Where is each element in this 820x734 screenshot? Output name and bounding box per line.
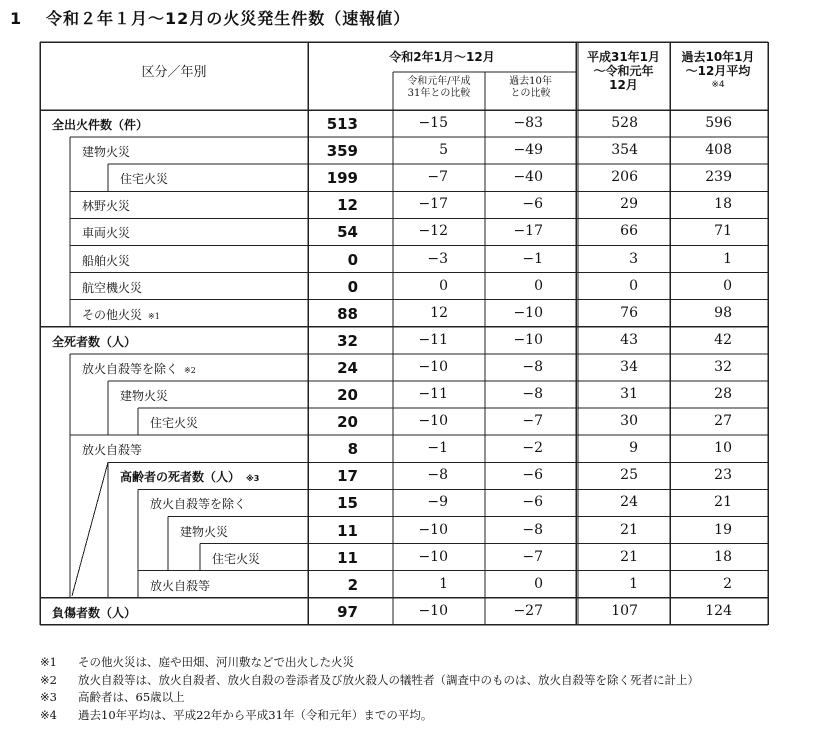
value-prev-period: 1 <box>629 575 638 592</box>
value-prev-period: 21 <box>620 548 638 565</box>
row-label <box>52 333 136 350</box>
value-prev-period: 9 <box>629 440 638 457</box>
row-label <box>52 604 136 621</box>
value-current: 20 <box>337 386 358 404</box>
value-current: 11 <box>337 521 358 540</box>
footnote-text: 過去10年平均は、平成22年から平成31年（令和元年）までの平均。 <box>78 707 433 722</box>
value-10yr-average: 239 <box>705 169 732 186</box>
value-compare-10yr: −8 <box>522 521 543 538</box>
value-compare-prev: −17 <box>418 196 448 213</box>
value-compare-prev: −1 <box>427 440 448 457</box>
value-compare-10yr: −7 <box>522 548 543 565</box>
value-compare-prev: −7 <box>427 169 448 186</box>
value-compare-10yr: −17 <box>513 223 543 240</box>
row-label <box>150 414 198 431</box>
value-current: 15 <box>337 494 358 513</box>
value-compare-10yr: −8 <box>522 386 543 402</box>
value-prev-period: 76 <box>620 304 638 321</box>
header-compare-prev-line2: 31年との比較 <box>407 88 471 99</box>
value-compare-10yr: −6 <box>522 494 543 511</box>
value-10yr-average: 124 <box>705 602 732 619</box>
value-10yr-average: 23 <box>714 467 732 484</box>
title-number: 1 <box>10 9 23 28</box>
value-10yr-average: 71 <box>714 223 732 240</box>
header-current-period: 令和2年1月～12月 <box>389 50 495 64</box>
header-compare-10yr-line1: 過去10年 <box>509 76 552 87</box>
row-label <box>82 143 130 160</box>
row-label <box>82 252 130 269</box>
value-prev-period: 30 <box>620 413 638 430</box>
row-label-text: 建物火災 <box>120 389 169 403</box>
footnote <box>40 707 699 725</box>
value-compare-prev: −11 <box>418 331 448 348</box>
value-current: 97 <box>337 602 358 621</box>
value-compare-prev: −11 <box>418 386 448 402</box>
value-compare-10yr: −83 <box>513 115 543 131</box>
value-compare-10yr: −49 <box>513 142 543 159</box>
row-note-ref: ※2 <box>184 365 196 375</box>
value-10yr-average: 19 <box>714 521 732 538</box>
value-compare-10yr: 0 <box>534 575 543 592</box>
value-compare-prev: −15 <box>418 115 448 131</box>
value-compare-10yr: −6 <box>522 467 543 484</box>
value-compare-10yr: −10 <box>513 304 543 321</box>
footnote-text: 高齢者は、65歳以上 <box>78 690 185 704</box>
value-10yr-average: 2 <box>723 575 732 592</box>
value-compare-prev: −12 <box>418 223 448 240</box>
row-label <box>82 441 142 458</box>
value-current: 24 <box>337 358 358 377</box>
footnote-text: 放火自殺等は、放火自殺者、放火自殺の巻添者及び放火殺人の犠牲者（調査中のものは、放火自殺等を除く死者に計上） <box>78 672 699 687</box>
row-label <box>212 550 260 567</box>
row-label <box>120 170 168 187</box>
row-label-text: 住宅火災 <box>150 416 199 431</box>
value-current: 513 <box>326 115 358 133</box>
row-note-ref: ※3 <box>246 474 260 484</box>
value-prev-period: 43 <box>620 331 638 348</box>
header-10yr-average-note: ※4 <box>711 80 725 90</box>
value-compare-prev: −10 <box>418 413 448 430</box>
row-label <box>82 279 142 296</box>
value-current: 8 <box>347 440 358 459</box>
value-prev-period: 24 <box>620 494 638 511</box>
header-prev-period-line2: ～令和元年 <box>593 64 654 78</box>
row-label-text: 船舶火災 <box>82 253 131 268</box>
row-label-text: 全出火件数（件） <box>52 118 149 132</box>
value-compare-10yr: −8 <box>522 358 543 375</box>
row-label <box>120 387 168 404</box>
header-category: 区分／年別 <box>141 65 207 80</box>
footnote <box>40 654 699 672</box>
value-prev-period: 206 <box>611 169 638 186</box>
header-prev-period <box>579 50 668 92</box>
header-compare-10yr <box>485 76 576 100</box>
value-10yr-average: 42 <box>714 331 732 348</box>
value-current: 54 <box>337 223 358 242</box>
value-prev-period: 21 <box>620 521 638 538</box>
header-prev-period-line3: 12月 <box>609 78 638 92</box>
row-label-text: 車両火災 <box>82 226 131 241</box>
value-compare-prev: −10 <box>418 602 448 619</box>
value-current: 11 <box>337 548 358 567</box>
value-current: 17 <box>337 467 358 486</box>
value-10yr-average: 28 <box>714 386 732 402</box>
value-compare-prev: −9 <box>427 494 448 511</box>
footnote <box>40 672 699 690</box>
value-prev-period: 66 <box>620 223 638 240</box>
value-prev-period: 29 <box>620 196 638 213</box>
value-prev-period: 528 <box>611 115 638 131</box>
row-label-text: 建物火災 <box>82 145 131 160</box>
row-label-text: 航空機火災 <box>82 280 143 295</box>
value-current: 20 <box>337 413 358 432</box>
value-current: 32 <box>337 331 358 350</box>
footnote-mark: ※1 <box>40 655 57 669</box>
value-10yr-average: 18 <box>714 196 732 213</box>
row-label-text: その他火災 <box>82 307 143 322</box>
row-label-text: 放火自殺等 <box>82 443 143 458</box>
value-prev-period: 25 <box>620 467 638 484</box>
value-10yr-average: 27 <box>714 413 732 430</box>
row-label <box>120 468 259 485</box>
row-label <box>180 523 228 540</box>
row-label <box>150 577 210 594</box>
row-label-text: 住宅火災 <box>120 172 169 187</box>
value-10yr-average: 596 <box>705 115 732 131</box>
value-compare-prev: 0 <box>439 277 448 294</box>
title-text: 令和２年１月～12月の火災発生件数（速報値） <box>46 9 411 28</box>
row-label-text: 全死者数（人） <box>52 334 137 349</box>
footnote-mark: ※2 <box>40 672 57 687</box>
footnote-text: その他火災は、庭や田畑、河川敷などで出火した火災 <box>78 655 354 669</box>
value-10yr-average: 21 <box>714 494 732 511</box>
value-compare-10yr: −7 <box>522 413 543 430</box>
value-10yr-average: 0 <box>723 277 732 294</box>
value-compare-prev: −10 <box>418 358 448 375</box>
value-current: 2 <box>347 575 358 594</box>
value-10yr-average: 98 <box>714 304 732 321</box>
value-compare-10yr: −1 <box>522 250 543 267</box>
header-compare-10yr-line2: との比較 <box>510 88 551 99</box>
header-10yr-average-line1: 過去10年1月 <box>681 50 755 64</box>
value-compare-10yr: −10 <box>513 331 543 348</box>
value-prev-period: 31 <box>620 386 638 402</box>
value-prev-period: 3 <box>629 250 638 267</box>
footnote-mark: ※3 <box>40 690 57 704</box>
row-label <box>82 224 130 241</box>
value-prev-period: 354 <box>611 142 638 159</box>
footnotes <box>40 654 699 724</box>
row-label-text: 建物火災 <box>180 524 229 539</box>
row-label <box>82 306 160 323</box>
row-label <box>150 495 246 512</box>
value-compare-prev: −8 <box>427 467 448 484</box>
value-compare-prev: −10 <box>418 521 448 538</box>
value-prev-period: 0 <box>629 277 638 294</box>
value-compare-prev: 12 <box>430 304 448 321</box>
value-compare-prev: 5 <box>439 142 448 159</box>
header-compare-prev-line1: 令和元年/平成 <box>407 76 471 87</box>
value-current: 12 <box>337 196 358 215</box>
row-label <box>82 360 196 377</box>
row-label-text: 放火自殺等を除く <box>82 361 179 376</box>
row-label <box>52 116 148 133</box>
row-label-text: 住宅火災 <box>212 551 261 566</box>
value-10yr-average: 408 <box>705 142 732 159</box>
row-label-text: 放火自殺等 <box>150 578 211 593</box>
value-current: 359 <box>326 142 358 161</box>
row-note-ref: ※1 <box>148 311 160 321</box>
value-compare-10yr: −40 <box>513 169 543 186</box>
grid-line <box>72 462 108 596</box>
row-label-text: 負傷者数（人） <box>52 605 137 620</box>
value-compare-10yr: 0 <box>534 277 543 294</box>
header-prev-period-line1: 平成31年1月 <box>586 50 661 64</box>
row-label-text: 放火自殺等を除く <box>150 497 247 512</box>
value-10yr-average: 1 <box>723 250 732 267</box>
footnote-mark: ※4 <box>40 707 57 722</box>
value-compare-10yr: −2 <box>522 440 543 457</box>
value-current: 88 <box>337 304 358 323</box>
footnote <box>40 689 699 707</box>
value-prev-period: 34 <box>620 358 638 375</box>
value-compare-10yr: −6 <box>522 196 543 213</box>
value-current: 199 <box>326 169 358 188</box>
row-label-text: 高齢者の死者数（人） <box>120 470 241 485</box>
value-compare-prev: −10 <box>418 548 448 565</box>
value-prev-period: 107 <box>611 602 638 619</box>
header-10yr-average <box>670 50 766 92</box>
value-compare-prev: −3 <box>427 250 448 267</box>
row-label <box>82 197 130 214</box>
value-compare-prev: 1 <box>439 575 448 592</box>
value-10yr-average: 18 <box>714 548 732 565</box>
value-compare-10yr: −27 <box>513 602 543 619</box>
value-current: 0 <box>347 250 358 269</box>
header-10yr-average-line2: ～12月平均 <box>685 64 751 78</box>
row-label-text: 林野火災 <box>82 199 131 214</box>
value-10yr-average: 10 <box>714 440 732 457</box>
header-compare-prev <box>393 76 485 100</box>
value-current: 0 <box>347 277 358 296</box>
value-10yr-average: 32 <box>714 358 732 375</box>
